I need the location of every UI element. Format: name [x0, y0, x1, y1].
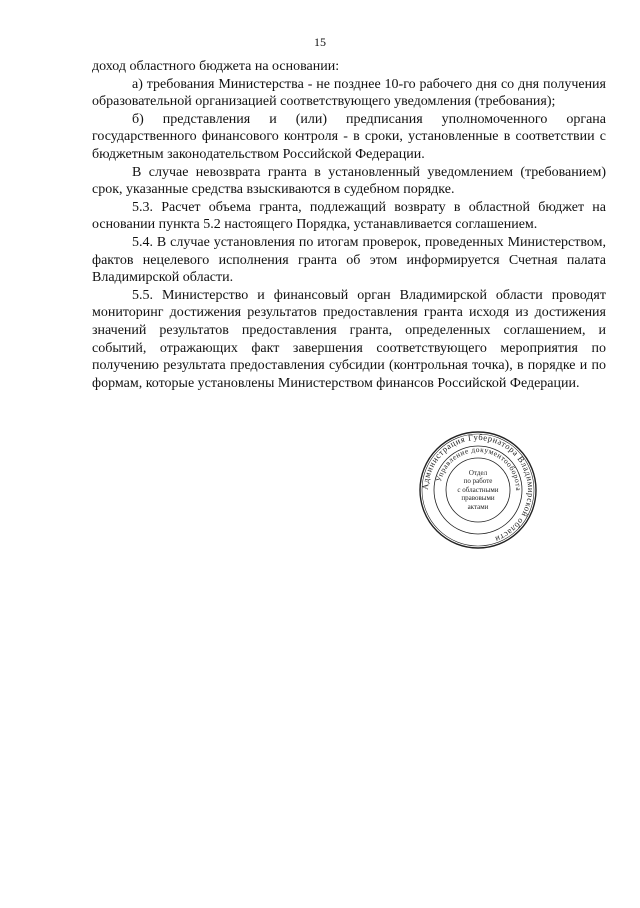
- paragraph: а) требования Министерства - не позднее 10-го рабочего дня со дня получения образовательной организацией соответствующего уведомления (требования);: [92, 76, 606, 110]
- stamp-line: актами: [467, 502, 489, 511]
- stamp-line: по работе: [463, 477, 493, 486]
- stamp-center-text: [418, 430, 538, 550]
- stamp-line: Отдел: [468, 468, 488, 477]
- page-number: 15: [314, 35, 326, 49]
- paragraph: 5.5. Министерство и финансовый орган Владимирской области проводят мониторинг достижения результатов предоставления гранта исходя из достижения значений результатов предоставления гранта, определенных соглашением, и событий, отражающих факт завершения соответствующего мероприятия по получению результата предоставления субсидии (контрольная точка), в порядке и по формам, которые установлены Министерством финансов Российской Федерации.: [92, 287, 606, 391]
- paragraph: б) представления и (или) предписания уполномоченного органа государственного финансового контроля - в сроки, установленные в соответствии с бюджетным законодательством Российской Федерации.: [92, 111, 606, 162]
- paragraph: доход областного бюджета на основании:: [92, 59, 340, 74]
- official-stamp: [418, 430, 538, 550]
- paragraph: В случае невозврата гранта в установленный уведомлением (требованием) срок, указанные средства взыскиваются в судебном порядке.: [92, 164, 606, 198]
- paragraph: 5.3. Расчет объема гранта, подлежащий возврату в областной бюджет на основании пункта 5.2 настоящего Порядка, устанавливается соглашением.: [92, 199, 606, 233]
- document-body: [92, 58, 606, 392]
- stamp-outer-text: Администрация Губернатора Владимирской области: [419, 431, 537, 545]
- stamp-line: с областными: [457, 485, 499, 494]
- stamp-inner-text: Управление документооборота: [434, 444, 524, 492]
- stamp-line: правовыми: [461, 494, 495, 503]
- paragraph: 5.4. В случае установления по итогам проверок, проведенных Министерством, фактов нецелевого исполнения гранта об этом информируется Счетная палата Владимирской области.: [92, 234, 606, 286]
